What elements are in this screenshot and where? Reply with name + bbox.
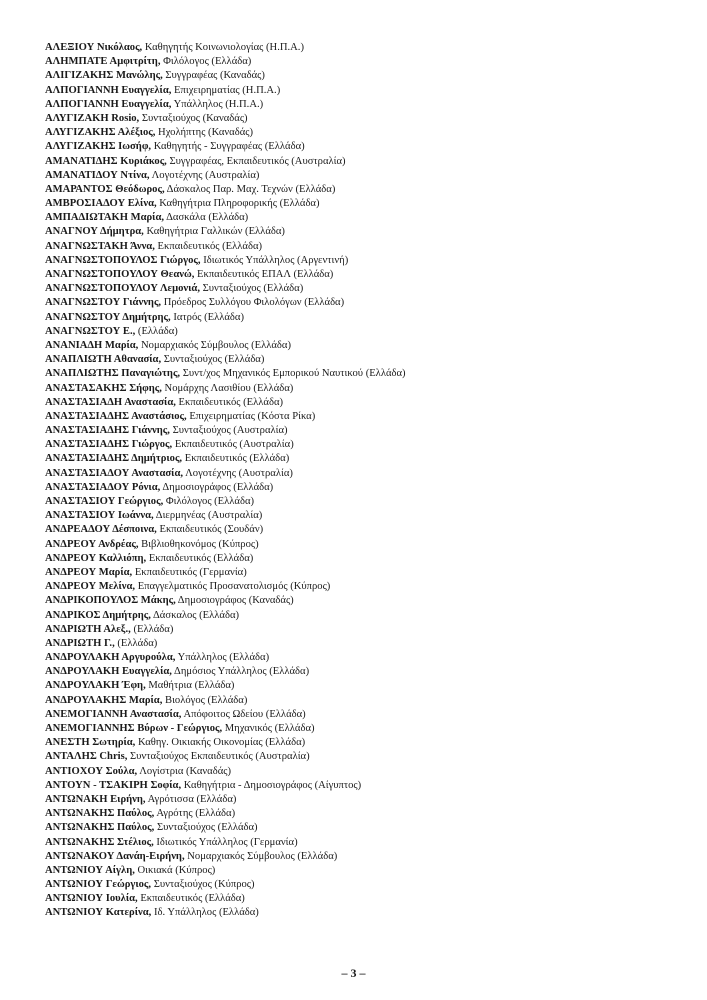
list-item — [45, 495, 685, 509]
list-item — [45, 694, 685, 708]
list-item — [45, 651, 685, 665]
entry-name: ΑΝΔΡΟΥΛΑΚΗ Αργυρούλα, — [45, 652, 176, 664]
entry-description: Μαθήτρια (Ελλάδα) — [148, 680, 235, 692]
entry-name: ΑΛΥΓΙΖΑΚΗ Rosio, — [45, 112, 140, 124]
list-item — [45, 623, 685, 637]
entry-description: Καθηγήτρια - Δημοσιογράφος (Αίγυπτος) — [183, 779, 362, 791]
entry-description: Καθηγήτρια Πληροφορικής (Ελλάδα) — [159, 198, 320, 210]
entry-name: ΑΝΑΣΤΑΣΙΟΥ Γεώργιος, — [45, 496, 164, 507]
list-item — [45, 722, 685, 736]
entry-description: Υπάλληλος (Ελλάδα) — [177, 652, 270, 664]
list-item — [45, 396, 685, 410]
entry-description: Μηχανικός (Ελλάδα) — [224, 723, 315, 734]
list-item — [45, 538, 685, 552]
list-item — [45, 906, 685, 920]
entry-description: Ιατρός (Ελλάδα) — [173, 311, 244, 323]
entry-name: ΑΝΑΓΝΩΣΤΟΠΟΥΛΟΣ Γιώργος, — [45, 254, 201, 266]
entry-name: ΑΝΤΩΝΙΟΥ Αίγλη, — [45, 864, 135, 876]
entry-name: ΑΝΤΩΝΑΚΗ Ειρήνη, — [45, 793, 146, 805]
entry-name: ΑΝΑΓΝΩΣΤΟΠΟΥΛΟΥ Λεμονιά, — [45, 283, 200, 295]
entry-description: Λογοτέχνης (Αυστραλία) — [185, 467, 293, 479]
name-list — [45, 41, 685, 921]
entry-description: Συγγραφέας (Καναδάς) — [165, 70, 265, 82]
entry-description: Φιλόλογος (Ελλάδα) — [165, 496, 255, 507]
list-item — [45, 268, 685, 282]
page-number: – 3 – — [341, 966, 366, 980]
entry-name: ΑΜΒΡΟΣΙΑΔΟΥ Ελίνα, — [45, 198, 157, 210]
entry-description: Καθηγ. Οικιακής Οικονομίας (Ελλάδα) — [138, 737, 306, 749]
entry-name: ΑΝΔΡΙΚΟΠΟΥΛΟΣ Μάκης, — [45, 595, 176, 607]
entry-name: ΑΛΠΟΓΙΑΝΝΗ Ευαγγελία, — [45, 98, 172, 110]
entry-description: Συνταξιούχος (Καναδάς) — [141, 112, 248, 124]
list-item — [45, 509, 685, 523]
entry-description: Συνταξιούχος (Αυστραλία) — [172, 425, 288, 437]
list-item — [45, 382, 685, 396]
entry-name: ΑΝΑΣΤΑΣΙΑΔΗ Αναστασία, — [45, 396, 176, 408]
list-item — [45, 183, 685, 197]
entry-name: ΑΛΕΞΙΟΥ Νικόλαος, — [45, 42, 143, 53]
entry-name: ΑΝΑΠΛΙΩΤΗΣ Παναγιώτης, — [45, 368, 181, 380]
entry-description: Διερμηνέας (Αυστραλία) — [155, 510, 263, 522]
list-item — [45, 424, 685, 438]
entry-description: Εκπαιδευτικός (Γερμανία) — [134, 566, 247, 578]
entry-description: Εκπαιδευτικός (Σουδάν) — [159, 524, 264, 536]
list-item — [45, 594, 685, 608]
entry-description: Αγρότης (Ελλάδα) — [156, 808, 236, 820]
entry-name: ΑΛΥΓΙΖΑΚΗΣ Ιωσήφ, — [45, 141, 152, 153]
entry-name: ΑΝΑΣΤΑΣΙΑΔΗΣ Γιάννης, — [45, 425, 170, 437]
list-item — [45, 112, 685, 126]
entry-description: Επαγγελματικός Προσανατολισμός (Κύπρος) — [137, 581, 331, 593]
list-item — [45, 155, 685, 169]
list-item — [45, 169, 685, 183]
entry-description: (Ελλάδα) — [117, 637, 158, 649]
entry-description: Εκπαιδευτικός (Ελλάδα) — [184, 453, 290, 465]
list-item — [45, 126, 685, 140]
list-item — [45, 708, 685, 722]
list-item — [45, 878, 685, 892]
list-item — [45, 367, 685, 381]
entry-description: Δάσκαλος (Ελλάδα) — [153, 609, 240, 621]
entry-name: ΑΛΠΟΓΙΑΝΝΗ Ευαγγελία, — [45, 84, 172, 96]
list-item — [45, 211, 685, 225]
entry-description: Εκπαιδευτικός ΕΠΑΛ (Ελλάδα) — [197, 269, 334, 280]
entry-description: Συνταξιούχος (Ελλάδα) — [163, 354, 265, 366]
list-item — [45, 523, 685, 537]
list-item — [45, 807, 685, 821]
list-item — [45, 282, 685, 296]
entry-description: Λογοτέχνης (Αυστραλία) — [151, 169, 260, 181]
list-item — [45, 481, 685, 495]
list-item — [45, 98, 685, 112]
entry-description: Ιδιωτικός Υπάλληλος (Γερμανία) — [156, 836, 298, 848]
list-item — [45, 69, 685, 83]
entry-name: ΑΝΔΡΟΥΛΑΚΗ Έφη, — [45, 680, 146, 692]
entry-description: Καθηγητής Κοινωνιολογίας (Η.Π.Α.) — [144, 42, 304, 53]
list-item — [45, 566, 685, 580]
list-item — [45, 225, 685, 239]
entry-description: Επιχειρηματίας (Η.Π.Α.) — [174, 84, 281, 96]
entry-name: ΑΝΤΩΝΙΟΥ Γεώργιος, — [45, 879, 152, 891]
entry-description: (Ελλάδα) — [137, 325, 178, 337]
entry-description: Καθηγήτρια Γαλλικών (Ελλάδα) — [146, 226, 285, 238]
entry-name: ΑΜΑΝΑΤΙΔΗΣ Κυριάκος, — [45, 155, 167, 167]
list-item — [45, 296, 685, 310]
entry-description: Απόφοιτος Ωδείου (Ελλάδα) — [183, 708, 306, 720]
list-item — [45, 84, 685, 98]
entry-description: Ηχολήπτης (Καναδάς) — [158, 127, 253, 139]
entry-name: ΑΝΔΡΙΚΟΣ Δημήτρης, — [45, 609, 151, 621]
entry-name: ΑΝΑΓΝΩΣΤΟΥ Γιάννης, — [45, 297, 162, 309]
entry-name: ΑΝΑΣΤΑΣΙΟΥ Ιωάννα, — [45, 510, 154, 522]
entry-name: ΑΜΑΝΑΤΙΔΟΥ Ντίνα, — [45, 169, 150, 181]
entry-description: Δημοσιογράφος (Ελλάδα) — [162, 481, 274, 493]
entry-description: Εκπαιδευτικός (Ελλάδα) — [140, 893, 245, 905]
list-item — [45, 793, 685, 807]
entry-description: Εκπαιδευτικός (Ελλάδα) — [178, 396, 284, 408]
entry-description: Φιλόλογος (Ελλάδα) — [163, 56, 252, 68]
entry-description: Ιδ. Υπάλληλος (Ελλάδα) — [153, 907, 259, 919]
entry-name: ΑΝΔΡΙΩΤΗ Αλεξ., — [45, 623, 131, 635]
entry-description: Δημόσιος Υπάλληλος (Ελλάδα) — [174, 666, 310, 678]
entry-name: ΑΝΕΜΟΓΙΑΝΝΗ Αναστασία, — [45, 708, 182, 720]
entry-name: ΑΝΑΠΛΙΩΤΗ Αθανασία, — [45, 354, 162, 366]
entry-name: ΑΝΑΣΤΑΣΙΑΔΟΥ Αναστασία, — [45, 467, 184, 479]
entry-description: Επιχειρηματίας (Κόστα Ρίκα) — [189, 410, 316, 422]
entry-name: ΑΝΑΣΤΑΣΙΑΔΗΣ Αναστάσιος, — [45, 410, 187, 422]
entry-description: Λογίστρια (Καναδάς) — [139, 765, 231, 777]
entry-name: ΑΝΤΑΛΗΣ Chris, — [45, 751, 128, 763]
entry-name: ΑΝΔΡΕΟΥ Ανδρέας, — [45, 538, 139, 550]
list-item — [45, 892, 685, 906]
entry-name: ΑΝΑΝΙΑΔΗ Μαρία, — [45, 339, 139, 351]
list-item — [45, 580, 685, 594]
entry-name: ΑΝΑΓΝΩΣΤΟΠΟΥΛΟΥ Θεανώ, — [45, 269, 195, 280]
list-item — [45, 438, 685, 452]
list-item — [45, 311, 685, 325]
entry-name: ΑΝΔΡΙΩΤΗ Γ., — [45, 637, 115, 649]
list-item — [45, 552, 685, 566]
entry-description: Αγρότισσα (Ελλάδα) — [147, 793, 237, 805]
entry-name: ΑΝΔΡΕΟΥ Καλλιόπη, — [45, 552, 147, 564]
entry-description: Συγγραφέας, Εκπαιδευτικός (Αυστραλία) — [169, 155, 346, 167]
entry-name: ΑΝΤΩΝΑΚΗΣ Παύλος, — [45, 822, 155, 834]
entry-description: Συνταξιούχος (Ελλάδα) — [156, 822, 258, 834]
entry-name: ΑΝΤΩΝΑΚΟΥ Δανάη-Ειρήνη, — [45, 850, 185, 862]
list-item — [45, 821, 685, 835]
list-item — [45, 609, 685, 623]
list-item — [45, 750, 685, 764]
entry-name: ΑΝΤΩΝΙΟΥ Κατερίνα, — [45, 907, 152, 919]
entry-name: ΑΝΑΓΝΩΣΤΟΥ Δημήτρης, — [45, 311, 171, 323]
entry-description: Εκπαιδευτικός (Ελλάδα) — [148, 552, 254, 564]
entry-name: ΑΝΤΩΝΙΟΥ Ιουλία, — [45, 893, 138, 905]
entry-name: ΑΛΥΓΙΖΑΚΗΣ Αλέξιος, — [45, 127, 156, 139]
list-item — [45, 41, 685, 55]
list-item — [45, 452, 685, 466]
list-item — [45, 864, 685, 878]
entry-name: ΑΝΤΩΝΑΚΗΣ Παύλος, — [45, 808, 155, 820]
entry-description: Καθηγητής - Συγγραφέας (Ελλάδα) — [153, 141, 305, 153]
entry-name: ΑΝΕΣΤΗ Σωτηρία, — [45, 737, 136, 749]
entry-name: ΑΝΔΡΕΑΔΟΥ Δέσποινα, — [45, 524, 157, 536]
entry-name: ΑΝΤΟΥΝ - ΤΣΑΚΙΡΗ Σοφία, — [45, 779, 182, 791]
list-item — [45, 55, 685, 69]
entry-name: ΑΝΑΓΝΩΣΤΑΚΗ Άννα, — [45, 240, 155, 252]
list-item — [45, 679, 685, 693]
entry-name: ΑΝΔΡΕΟΥ Μαρία, — [45, 566, 133, 578]
entry-name: ΑΛΗΜΠΑΤΕ Αμφιτρίτη, — [45, 56, 161, 68]
entry-name: ΑΝΑΣΤΑΣΙΑΔΗΣ Γιώργος, — [45, 439, 173, 451]
entry-description: Βιολόγος (Ελλάδα) — [165, 694, 248, 706]
entry-name: ΑΝΑΓΝΟΥ Δήμητρα, — [45, 226, 144, 238]
list-item — [45, 850, 685, 864]
entry-name: ΑΝΑΓΝΩΣΤΟΥ Ε., — [45, 325, 136, 337]
list-item — [45, 637, 685, 651]
list-item — [45, 836, 685, 850]
entry-description: Δημοσιογράφος (Καναδάς) — [177, 595, 294, 607]
entry-description: Συνταξιούχος (Κύπρος) — [153, 879, 255, 891]
entry-name: ΑΝΔΡΟΥΛΑΚΗ Ευαγγελία, — [45, 666, 172, 678]
entry-description: Υπάλληλος (Η.Π.Α.) — [173, 98, 264, 110]
entry-description: Συντ/χος Μηχανικός Εμπορικού Ναυτικού (Ελλάδα) — [182, 368, 406, 380]
entry-description: Νομάρχης Λασιθίου (Ελλάδα) — [164, 382, 294, 394]
entry-description: Πρόεδρος Συλλόγου Φιλολόγων (Ελλάδα) — [163, 297, 345, 309]
list-item — [45, 140, 685, 154]
list-item — [45, 665, 685, 679]
list-item — [45, 779, 685, 793]
entry-name: ΑΝΑΣΤΑΣΙΑΔΟΥ Ρόνια, — [45, 481, 161, 493]
list-item — [45, 197, 685, 211]
entry-description: Δασκάλα (Ελλάδα) — [166, 212, 249, 224]
list-item — [45, 339, 685, 353]
entry-name: ΑΝΑΣΤΑΣΙΑΔΗΣ Δημήτριος, — [45, 453, 183, 465]
entry-name: ΑΜΠΑΔΙΩΤΑΚΗ Μαρία, — [45, 212, 165, 224]
entry-description: Οικιακά (Κύπρος) — [137, 864, 216, 876]
entry-name: ΑΝΔΡΟΥΛΑΚΗΣ Μαρία, — [45, 694, 163, 706]
list-item — [45, 353, 685, 367]
entry-name: ΑΝΑΣΤΑΣΑΚΗΣ Σήφης, — [45, 382, 162, 394]
entry-name: ΑΜΑΡΑΝΤΟΣ Θεόδωρος, — [45, 183, 165, 195]
list-item — [45, 736, 685, 750]
list-item — [45, 254, 685, 268]
list-item — [45, 325, 685, 339]
entry-description: Νομαρχιακός Σύμβουλος (Ελλάδα) — [141, 339, 292, 351]
entry-name: ΑΝΤΩΝΑΚΗΣ Στέλιος, — [45, 836, 154, 848]
list-item — [45, 410, 685, 424]
entry-name: ΑΛΙΓΙΖΑΚΗΣ Μανώλης, — [45, 70, 163, 82]
entry-description: Συνταξιούχος (Ελλάδα) — [202, 283, 304, 295]
entry-description: Ιδιωτικός Υπάλληλος (Αργεντινή) — [203, 254, 349, 266]
entry-description: Συνταξιούχος Εκπαιδευτικός (Αυστραλία) — [130, 751, 310, 763]
entry-name: ΑΝΕΜΟΓΙΑΝΝΗΣ Βύρων - Γεώργιος, — [45, 723, 223, 734]
list-item — [45, 467, 685, 481]
entry-description: (Ελλάδα) — [133, 623, 174, 635]
list-item — [45, 240, 685, 254]
entry-description: Νομαρχιακός Σύμβουλος (Ελλάδα) — [187, 850, 338, 862]
entry-description: Εκπαιδευτικός (Αυστραλία) — [174, 439, 294, 451]
entry-name: ΑΝΔΡΕΟΥ Μελίνα, — [45, 581, 136, 593]
entry-description: Βιβλιοθηκονόμος (Κύπρος) — [141, 538, 259, 550]
list-item — [45, 765, 685, 779]
entry-description: Εκπαιδευτικός (Ελλάδα) — [157, 240, 263, 252]
entry-description: Δάσκαλος Παρ. Μαχ. Τεχνών (Ελλάδα) — [166, 183, 336, 195]
entry-name: ΑΝΤΙΟΧΟΥ Σούλα, — [45, 765, 138, 777]
